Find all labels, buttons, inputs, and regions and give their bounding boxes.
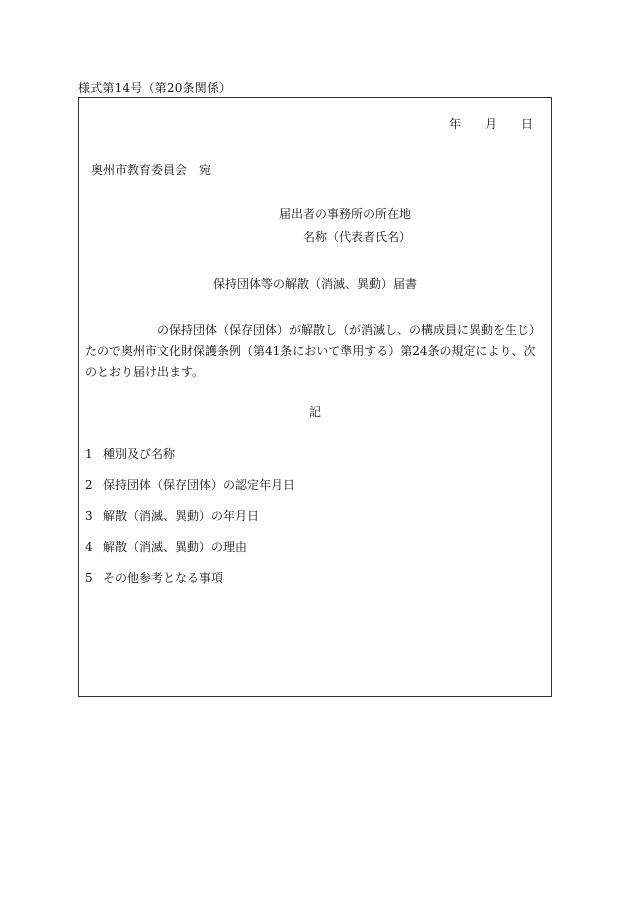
body-text: の保持団体（保存団体）が解散し（が消滅し、の構成員に異動を生じ）たので奥州市文化財保護条例（第41条において準用する）第24条の規定により、次のとおり届け出ます。: [85, 323, 542, 379]
document-title: 保持団体等の解散（消滅、異動）届書: [212, 277, 417, 291]
date-year-label: 年: [448, 117, 461, 131]
submitter-office-label: 届出者の事務所の所在地: [279, 207, 412, 221]
list-item: [85, 479, 295, 510]
list-item: [85, 572, 295, 603]
item-number: 2: [85, 478, 93, 492]
item-number: 4: [85, 540, 93, 554]
form-frame: [78, 97, 552, 697]
form-number: 様式第14号（第20条関係）: [78, 81, 232, 95]
item-number: 5: [85, 571, 93, 585]
body-paragraph: [85, 320, 547, 383]
date-line: [449, 115, 533, 132]
item-label: その他参考となる事項: [103, 571, 224, 585]
date-day-label: 日: [520, 117, 533, 131]
addressee-suffix: 宛: [199, 163, 212, 177]
list-item: [85, 448, 295, 479]
item-number: 3: [85, 509, 93, 523]
date-month-label: 月: [484, 117, 497, 131]
submitter-name-label: 名称（代表者氏名）: [303, 230, 412, 244]
item-number: 1: [85, 447, 93, 461]
item-label: 保持団体（保存団体）の認定年月日: [103, 478, 296, 492]
addressee-name: 奥州市教育委員会: [91, 163, 188, 177]
item-label: 解散（消滅、異動）の理由: [103, 540, 248, 554]
list-item: [85, 541, 295, 572]
addressee: [91, 161, 211, 178]
item-list: [85, 448, 295, 603]
item-label: 解散（消滅、異動）の年月日: [103, 509, 260, 523]
list-item: [85, 510, 295, 541]
item-label: 種別及び名称: [103, 447, 176, 461]
ki-heading: 記: [308, 405, 321, 419]
